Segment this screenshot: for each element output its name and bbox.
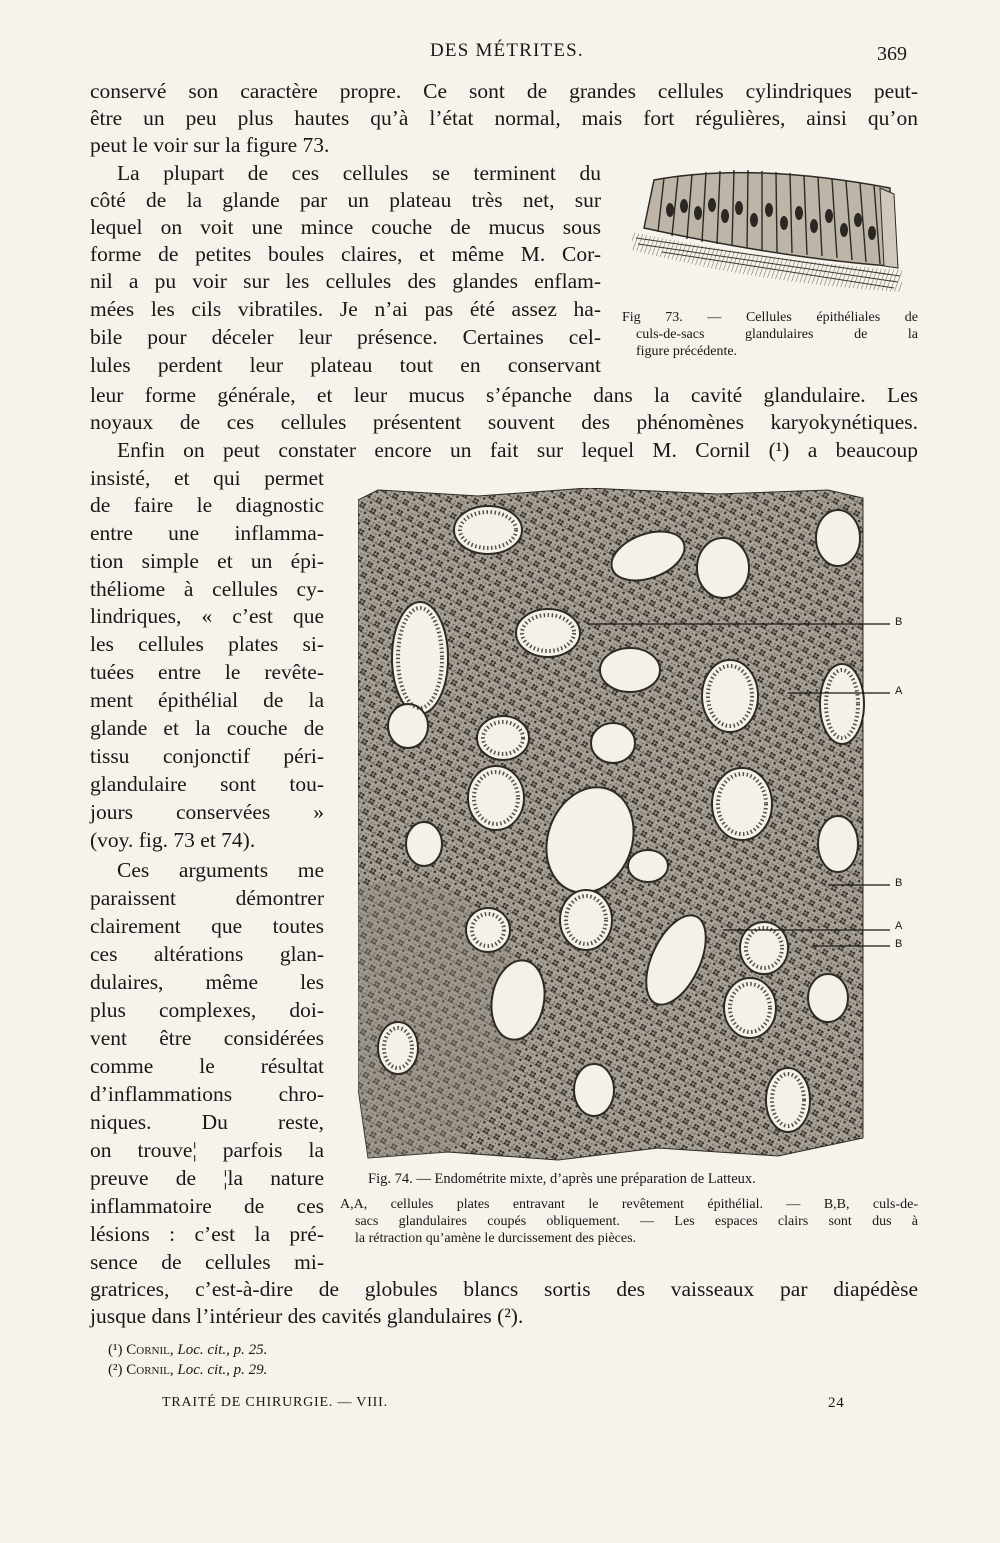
figure-label: B — [895, 616, 903, 628]
footer-title: TRAITÉ DE CHIRURGIE. — VIII. — [162, 1395, 388, 1410]
text-line: ment épithélial de la — [90, 688, 324, 712]
text-line: forme de petites boules claires, et même M. Cor- — [90, 242, 601, 266]
running-title: DES MÉTRITES. — [430, 40, 584, 61]
text-line: lindriques, « c’est que — [90, 604, 324, 628]
text-line: preuve de ¦la nature — [90, 1166, 324, 1190]
text-line: ces altérations glan- — [90, 942, 324, 966]
text-line: paraissent démontrer — [90, 886, 324, 910]
text-line: théliome à cellules cy- — [90, 577, 324, 601]
text-line: gratrices, c’est-à-dire de globules blancs sortis des vaisseaux par diapédèse — [90, 1277, 918, 1301]
figure-74-illustration — [358, 488, 923, 1166]
text-line: noyaux de ces cellules présentent souvent des phénomènes karyokynétiques. — [90, 410, 918, 434]
text-line: niques. Du reste, — [90, 1110, 324, 1134]
text-line: entre une inflamma- — [90, 521, 324, 545]
text-line: d’inflammations chro- — [90, 1082, 324, 1106]
footnote-marker: (¹) — [108, 1342, 123, 1358]
text-line: peut le voir sur la figure 73. — [90, 133, 330, 157]
figure-74 — [358, 488, 923, 1166]
figure-label: A — [895, 920, 903, 932]
caption-line: culs-de-sacs glandulaires de la — [636, 327, 918, 342]
footnote-ref: Loc. cit., p. 25. — [177, 1342, 268, 1358]
figure-label: B — [895, 938, 903, 950]
footnote — [108, 1342, 267, 1359]
figure-73 — [632, 158, 922, 298]
text-line: Enfin on peut constater encore un fait sur lequel M. Cornil (¹) a beaucoup — [117, 438, 918, 462]
text-line: être un peu plus hautes qu’à l’état normal, mais fort régulières, ainsi qu’on — [90, 106, 918, 130]
text-line: comme le résultat — [90, 1054, 324, 1078]
text-line: lésions : c’est la pré- — [90, 1222, 324, 1246]
text-line: mées les cils vibratiles. Je n’ai pas été assez ha- — [90, 297, 601, 321]
text-line: bile pour déceler leur présence. Certaines cel- — [90, 325, 601, 349]
caption-line: figure précédente. — [636, 344, 738, 359]
text-line: La plupart de ces cellules se terminent du — [117, 161, 601, 185]
footnote-marker: (²) — [108, 1362, 123, 1378]
caption-line: Fig 73. — Cellules épithéliales de — [622, 310, 918, 325]
text-line: lequel on voit une mince couche de mucus sous — [90, 215, 601, 239]
figure-73-illustration — [632, 158, 922, 298]
text-line: jusque dans l’intérieur des cavités glandulaires (²). — [90, 1304, 524, 1328]
text-line: clairement que toutes — [90, 914, 324, 938]
caption-line: sacs glandulaires coupés obliquement. — Les espaces clairs sont dus à — [355, 1214, 918, 1229]
text-line: plus complexes, doi- — [90, 998, 324, 1022]
figure-label: B — [895, 877, 903, 889]
text-line: les cellules plates si- — [90, 632, 324, 656]
text-line: glandulaire sont tou- — [90, 772, 324, 796]
text-line: on trouve¦ parfois la — [90, 1138, 324, 1162]
text-line: (voy. fig. 73 et 74). — [90, 828, 256, 852]
footnote-author: Cornil, — [126, 1362, 174, 1378]
text-line: nil a pu voir sur les cellules des glandes enflam- — [90, 269, 601, 293]
text-line: dulaires, même les — [90, 970, 324, 994]
footnote — [108, 1362, 267, 1379]
text-line: tion simple et un épi- — [90, 549, 324, 573]
caption-line: A,A, cellules plates entravant le revêtement épithélial. — B,B, culs-de- — [340, 1197, 918, 1212]
text-line: glande et la couche de — [90, 716, 324, 740]
text-line: inflammatoire de ces — [90, 1194, 324, 1218]
text-line: Ces arguments me — [117, 858, 324, 882]
text-line: lules perdent leur plateau tout en conservant — [90, 353, 601, 377]
text-line: jours conservées » — [90, 800, 324, 824]
footnote-ref: Loc. cit., p. 29. — [177, 1362, 268, 1378]
text-line: insisté, et qui permet — [90, 466, 324, 490]
page-number: 369 — [877, 43, 907, 65]
text-line: vent être considérées — [90, 1026, 324, 1050]
text-line: sence de cellules mi- — [90, 1250, 324, 1274]
figure-label: A — [895, 685, 903, 697]
signature-mark: 24 — [828, 1395, 845, 1411]
caption-line: la rétraction qu’amène le durcissement des pièces. — [355, 1231, 637, 1246]
text-line: de faire le diagnostic — [90, 493, 324, 517]
text-line: tuées entre le revête- — [90, 660, 324, 684]
footnote-author: Cornil, — [126, 1342, 174, 1358]
text-line: leur forme générale, et leur mucus s’épanche dans la cavité glandulaire. Les — [90, 383, 918, 407]
text-line: conservé son caractère propre. Ce sont de grandes cellules cylindriques peut- — [90, 79, 918, 103]
caption-title: Fig. 74. — Endométrite mixte, d’après une préparation de Latteux. — [368, 1171, 756, 1187]
text-line: côté de la glande par un plateau très net, sur — [90, 188, 601, 212]
text-line: tissu conjonctif péri- — [90, 744, 324, 768]
